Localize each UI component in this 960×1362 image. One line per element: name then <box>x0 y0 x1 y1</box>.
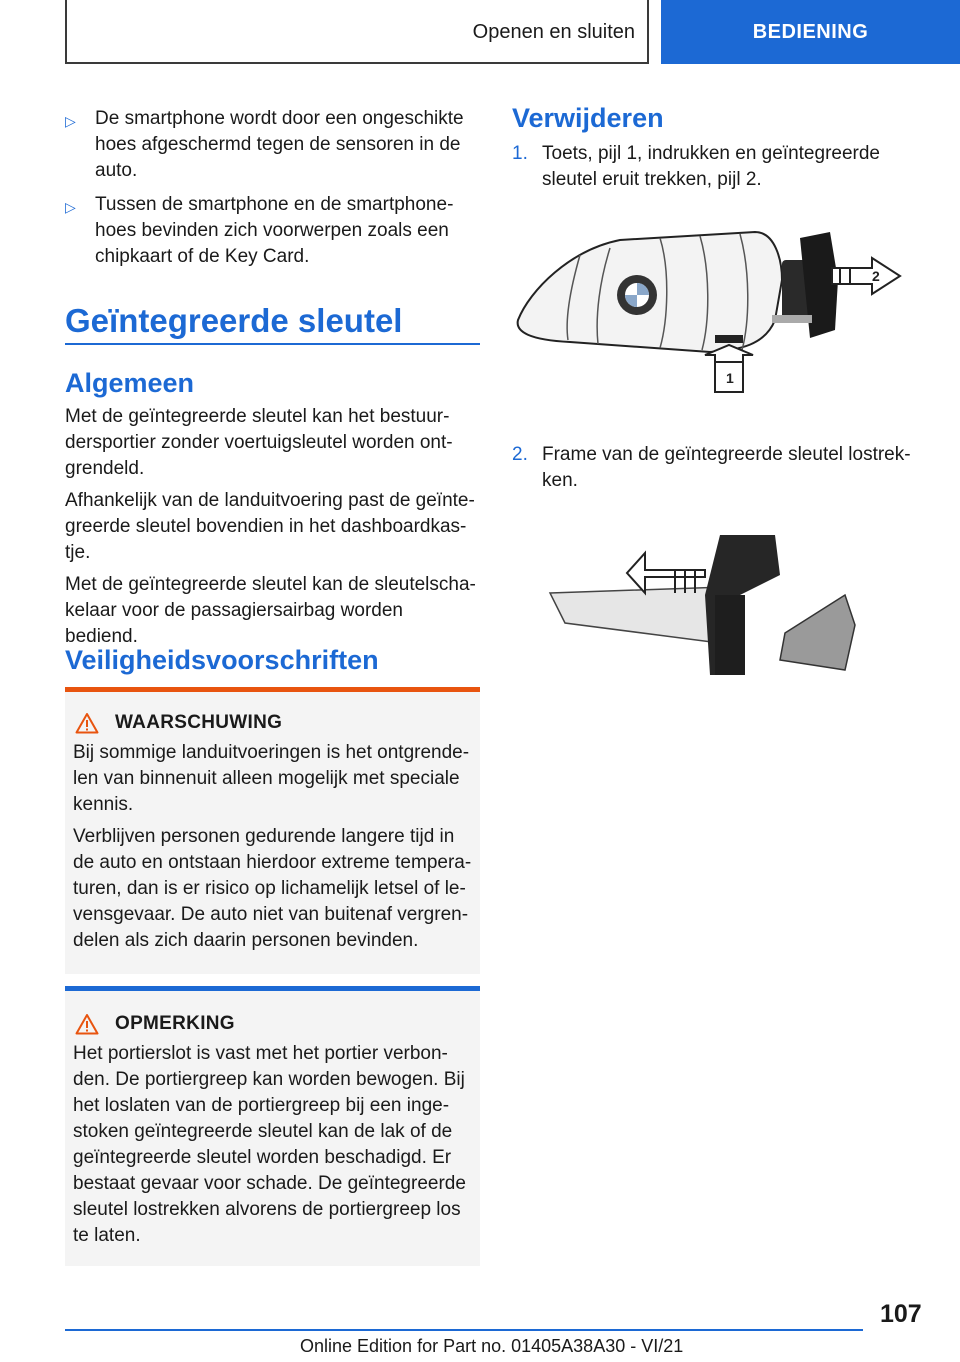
key-removal-figure <box>510 220 910 410</box>
title-divider <box>65 343 480 345</box>
step-2 <box>512 442 912 494</box>
warning-box <box>65 692 480 974</box>
footer-divider <box>65 1329 863 1331</box>
warning-text <box>73 740 474 954</box>
step-text: Frame van de geïntegreerde sleutel lostrek-ken. <box>542 444 911 491</box>
header-section-title: Openen en sluiten <box>472 20 635 43</box>
header-chapter-tab[interactable]: BEDIENING <box>661 0 960 64</box>
arrow-2-label: 2 <box>872 268 880 284</box>
note-text <box>73 1041 474 1249</box>
arrow-1-label: 1 <box>726 370 734 386</box>
general-text <box>65 404 480 650</box>
list-item <box>65 192 480 270</box>
bullet-text: Tussen de smartphone en de smartphone-hoes bevinden zich voorwerpen zoals een chipkaart of de Key Card. <box>95 194 454 267</box>
paragraph: Bij sommige landuitvoeringen is het ontgrende-len van binnenuit alleen mogelijk met speciale kennis. <box>73 742 470 815</box>
warning-title: WAARSCHUWING <box>75 712 480 734</box>
triangle-bullet-icon: ▷ <box>65 199 76 215</box>
note-title: OPMERKING <box>75 1013 480 1035</box>
paragraph: Met de geïntegreerde sleutel kan de sleutelscha-kelaar voor de passagiersairbag worden bediend. <box>65 574 476 647</box>
step-text: Toets, pijl 1, indrukken en geïntegreerde sleutel eruit trekken, pijl 2. <box>542 143 880 190</box>
paragraph: Verblijven personen gedurende langere tijd in de auto en ontstaan hierdoor extreme tempera-turen, dan is er risico op lichamelijk letsel of le-vensgevaar. De auto niet van buitenaf vergren-delen als zich daarin personen bevinden. <box>73 826 472 951</box>
subheading-safety: Veiligheidsvoorschriften <box>65 645 379 675</box>
step-number: 2. <box>512 444 528 465</box>
subheading-remove: Verwijderen <box>512 103 664 133</box>
bullet-text: De smartphone wordt door een ongeschikte hoes afgeschermd tegen de sensoren in de auto. <box>95 108 464 181</box>
section-title: Geïntegreerde sleutel <box>65 302 403 339</box>
step-1 <box>512 141 912 193</box>
bullet-list <box>65 106 480 270</box>
paragraph: Met de geïntegreerde sleutel kan het bestuur-dersportier zonder voertuigsleutel worden ont-grendeld. <box>65 406 453 479</box>
triangle-bullet-icon: ▷ <box>65 113 76 129</box>
subheading-general: Algemeen <box>65 368 195 398</box>
warning-triangle-icon <box>75 712 99 734</box>
paragraph: Afhankelijk van de landuitvoering past de geïnte-greerde sleutel bovendien in het dashboardkas-tje. <box>65 490 475 563</box>
frame-removal-figure <box>545 525 865 685</box>
note-box <box>65 991 480 1266</box>
footer-edition: Online Edition for Part no. 01405A38A30 - VI/21 <box>300 1336 684 1356</box>
paragraph: Het portierslot is vast met het portier verbon-den. De portiergreep kan worden bewogen. Bij het loslaten van de portiergreep bij een inge-stoken geïntegreerde sleutel kan de lak of de geïntegreerde sleutel worden beschadigd. Er bestaat gevaar voor schade. De geïntegreerde sleutel lostrekken alvorens de portiergreep los te laten. <box>73 1043 466 1246</box>
page-number: 107 <box>880 1300 922 1328</box>
list-item <box>65 106 480 184</box>
caution-triangle-icon <box>75 1013 99 1035</box>
step-number: 1. <box>512 143 528 164</box>
